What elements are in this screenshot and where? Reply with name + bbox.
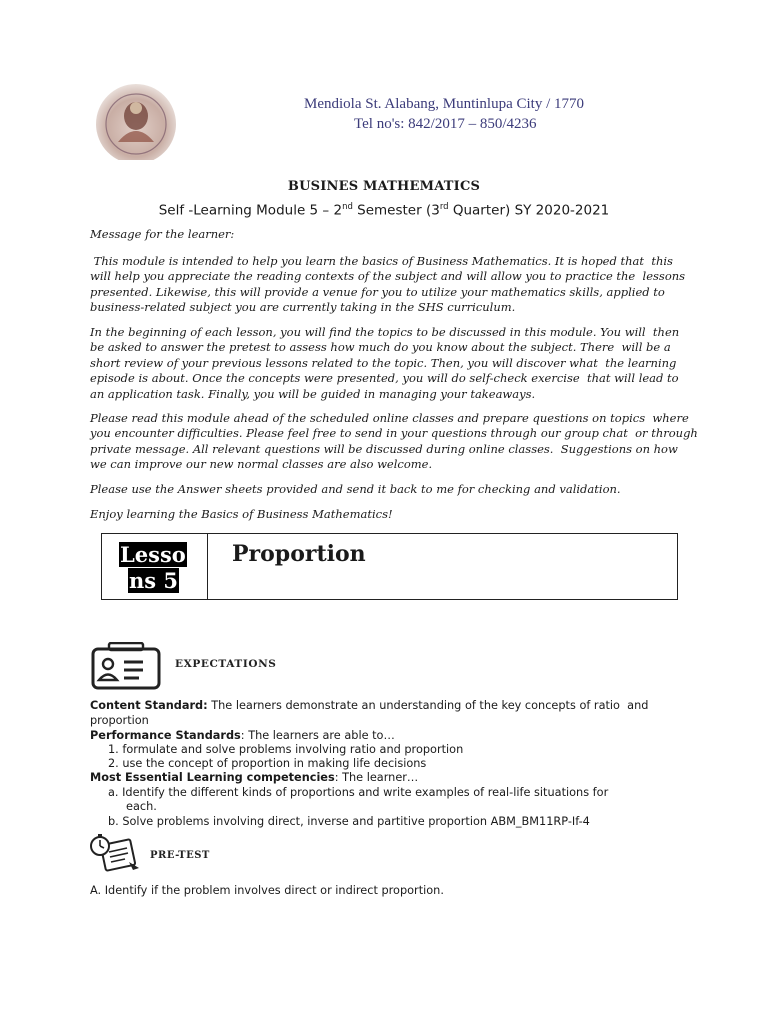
pretest-instruction: A. Identify if the problem involves direct or indirect proportion.	[90, 884, 444, 897]
stopwatch-clipboard-icon	[89, 832, 143, 872]
message-paragraph-5: Enjoy learning the Basics of Business Mathematics!	[90, 507, 393, 521]
lesson-box-divider	[207, 533, 208, 600]
expectations-heading: EXPECTATIONS	[175, 658, 277, 670]
lesson-title: Proportion	[232, 541, 366, 567]
performance-item: 2. use the concept of proportion in making life decisions	[108, 757, 427, 770]
melc-item-a: a. Identify the different kinds of proportions and write examples of real-life situations for	[108, 786, 609, 799]
school-seal-logo	[88, 80, 184, 160]
performance-standards: Performance Standards: The learners are able to…	[90, 729, 395, 742]
id-card-icon	[91, 642, 161, 690]
message-paragraph-3: Please read this module ahead of the scheduled online classes and prepare questions on topics where you encounter difficulties. Please feel free to send in your questions through our group chat or through private message. All relevant questions will be discussed during online classes. Suggestions on how we can improve our new normal classes are also welcome.	[90, 411, 698, 472]
lesson-number-tag-line2: ns 5	[129, 568, 179, 593]
performance-item: 1. formulate and solve problems involving ratio and proportion	[108, 743, 464, 756]
document-subtitle: Self -Learning Module 5 – 2nd Semester (3rd Quarter) SY 2020-2021	[158, 202, 610, 219]
lesson-number-tag: Lesso	[120, 542, 186, 567]
message-paragraph-1: This module is intended to help you learn the basics of Business Mathematics. It is hoped that this will help you appreciate the reading contexts of the subject and will allow you to practice the lessons presented. Likewise, this will provide a venue for you to utilize your mathematics skills, applied to business-related subject you are currently taking in the SHS curriculum.	[90, 254, 686, 315]
pretest-heading: PRE-TEST	[150, 850, 210, 861]
message-label: Message for the learner:	[90, 227, 235, 241]
melc-heading: Most Essential Learning competencies: The learner…	[90, 771, 419, 784]
melc-item-a-continued: each.	[126, 800, 157, 813]
content-standard-continued: proportion	[90, 714, 149, 727]
school-telephone: Tel no's: 842/2017 – 850/4236	[354, 116, 537, 132]
lesson-header-box	[101, 533, 678, 600]
school-address: Mendiola St. Alabang, Muntinlupa City / 1770	[304, 96, 584, 112]
melc-item-b: b. Solve problems involving direct, inverse and partitive proportion ABM_BM11RP-If-4	[108, 815, 590, 828]
content-standard: Content Standard: The learners demonstrate an understanding of the key concepts of ratio and	[90, 699, 649, 712]
message-paragraph-4: Please use the Answer sheets provided and send it back to me for checking and validation.	[90, 482, 621, 496]
message-paragraph-2: In the beginning of each lesson, you will find the topics to be discussed in this module. You will then be asked to answer the pretest to assess how much do you know about the subject. There will be a short review of your previous lessons related to the topic. Then, you will discover what the learning episode is about. Once the concepts were presented, you will do self-check exercise that will lead to an application task. Finally, you will be guided in managing your takeaways.	[90, 325, 680, 401]
document-title: BUSINES MATHEMATICS	[287, 179, 481, 194]
